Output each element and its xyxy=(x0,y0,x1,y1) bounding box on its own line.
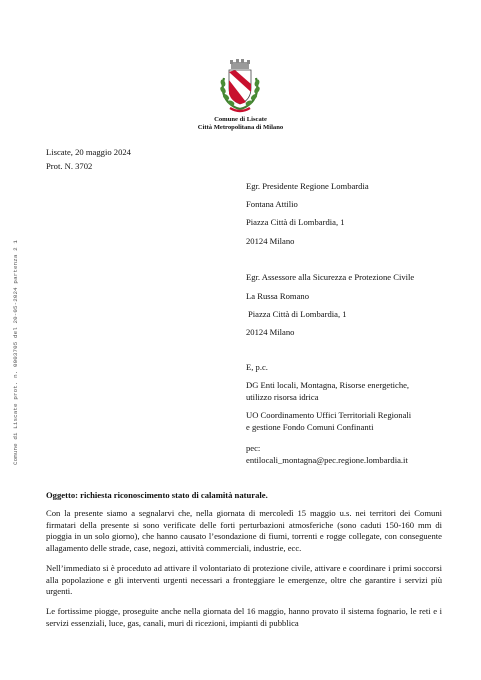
cc-uo-line-1: UO Coordinamento Uffici Territoriali Regionali xyxy=(246,410,412,420)
recipient-1-city: 20124 Milano xyxy=(246,236,295,246)
metropolitan-city-name: Città Metropolitana di Milano xyxy=(197,124,284,131)
cc-uo-line-2: e gestione Fondo Comuni Confinanti xyxy=(246,422,374,432)
cc-pec-label: pec: xyxy=(246,443,261,453)
cc-label: E, p.c. xyxy=(246,362,268,372)
recipient-1-name: Fontana Attilio xyxy=(246,199,298,209)
cc-dg-line-2: utilizzo risorsa idrica xyxy=(246,392,319,402)
cc-dg-line-1: DG Enti locali, Montagna, Risorse energetiche, xyxy=(246,380,410,390)
body-paragraph-3: Le fortissime piogge, proseguite anche nella giornata del 16 maggio, hanno provato il sistema fognario, le reti e i servizi essenziali, luce, gas, canali, muri di ricezioni, impianti di pubblica xyxy=(46,606,442,628)
body-paragraph-1: Con la presente siamo a segnalarvi che, nella giornata di mercoledì 15 maggio u.s. nei territori dei Comuni firmatari della presente si sono verificate delle forti perturbazioni atmosferiche (sono caduti 150-160 mm di pioggia in un solo giorno), che hanno causato l’esondazione di fiumi, torrenti e rogge collegate, con conseguente allagamento delle strade, case, negozi, attività commerciali, industrie, ecc. xyxy=(46,508,442,553)
body-paragraph-2: Nell’immediato si è proceduto ad attivare il volontariato di protezione civile, attivare e coordinare i primi soccorsi alla popolazione e gli interventi urgenti necessari a fronteggiare le emergenze, oltre che garantire i servizi più urgenti. xyxy=(46,563,442,596)
recipient-1-title: Egr. Presidente Regione Lombardia xyxy=(246,181,369,191)
cc-pec-email[interactable]: entilocali_montagna@pec.regione.lombardia.it xyxy=(246,455,408,465)
recipient-2-name: La Russa Romano xyxy=(246,291,310,301)
municipal-crest-icon xyxy=(214,58,266,114)
recipient-2-city: 20124 Milano xyxy=(246,327,295,337)
recipient-1-address: Piazza Città di Lombardia, 1 xyxy=(246,217,345,227)
letter-subject: Oggetto: richiesta riconoscimento stato di calamità naturale. xyxy=(46,490,268,500)
place-date: Liscate, 20 maggio 2024 xyxy=(46,147,131,157)
municipality-name: Comune di Liscate xyxy=(214,116,267,123)
recipient-2-title: Egr. Assessore alla Sicurezza e Protezione Civile xyxy=(246,272,415,282)
protocol-number: Prot. N. 3702 xyxy=(46,161,93,171)
recipient-2-address: Piazza Città di Lombardia, 1 xyxy=(248,309,347,319)
protocol-stamp: Comune di Liscate prot. n. 0003705 del 20-05-2024 partenza 2 1 xyxy=(12,240,19,465)
